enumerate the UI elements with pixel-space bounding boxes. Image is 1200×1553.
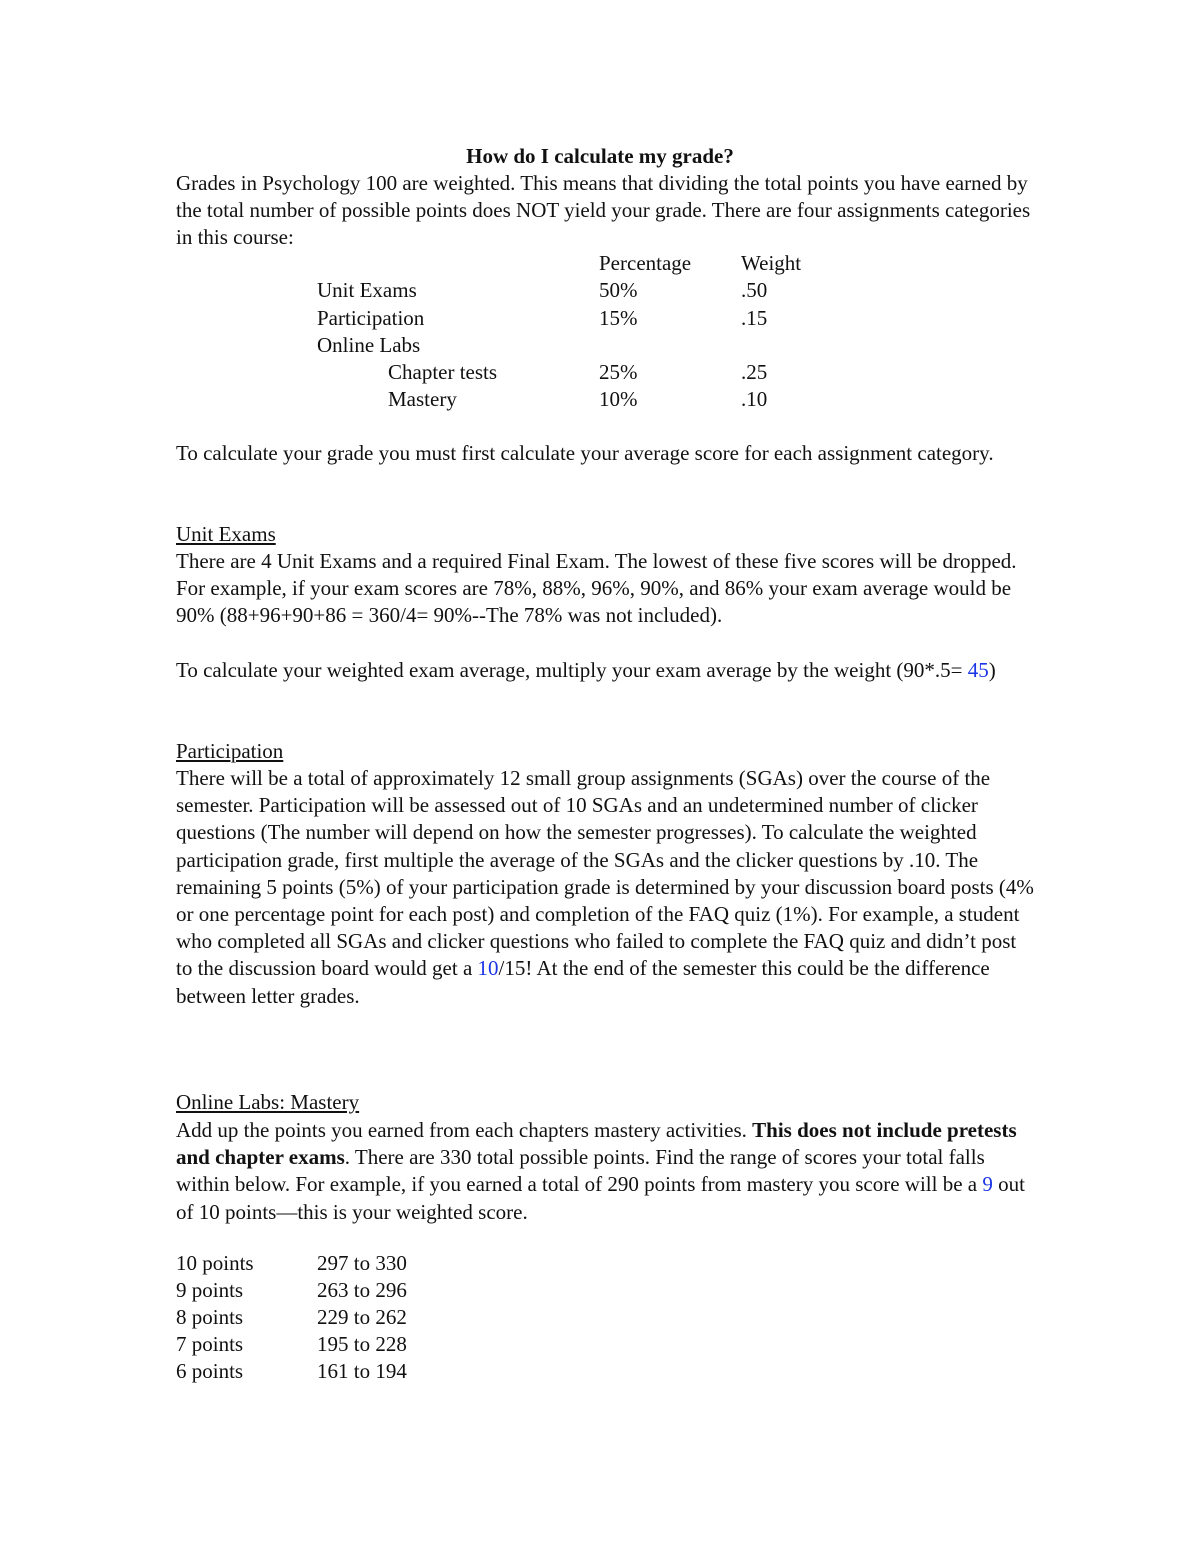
participation-heading: Participation [176,739,284,763]
weights-row-percentage: 15% [599,306,638,330]
points-table [0,1250,1200,1390]
unit-exams-paragraph: There are 4 Unit Exams and a required Final Exam. The lowest of these five scores will be dropped. For example, if your exam scores are 78%, 88%, 96%, 90%, and 86% your exam average would be 90% (88+96+90+86 = 360/4= 90%--The 78% was not included). [176,549,1017,628]
weights-row-percentage: 10% [599,387,638,411]
weights-row-mastery [0,386,768,413]
weights-row-weight: .15 [741,306,768,330]
calc-intro-paragraph: To calculate your grade you must first calculate your average score for each assignment category. [176,441,994,465]
points-label: 9 points [176,1278,244,1302]
mastery-heading: Online Labs: Mastery [176,1090,360,1114]
weights-table-header [0,250,802,277]
mastery-text-end: out of 10 points—this is your weighted score. [176,1172,1025,1224]
weights-row-percentage: 25% [599,360,638,384]
weight-header: Weight [741,251,802,275]
weights-row-label: Participation [317,306,425,330]
weights-row-label: Mastery [388,387,457,411]
weights-row-weight: .10 [741,387,768,411]
weighted-exam-text: To calculate your weighted exam average, multiply your exam average by the weight (90*.5= [176,658,968,682]
points-range: 161 to 194 [317,1359,407,1383]
participation-score-value: 10 [477,956,499,981]
points-label: 8 points [176,1305,244,1329]
points-label: 10 points [176,1251,254,1275]
participation-paragraph [176,765,1036,1010]
mastery-text-mid: . There are 330 total possible points. Find the range of scores your total falls within below. For example, if you earned a total of 290 points from mastery you score will be a [176,1145,985,1197]
percentage-header: Percentage [599,251,692,275]
points-label: 6 points [176,1359,244,1383]
weighted-exam-value: 45 [967,658,989,682]
weights-row-unit-exams [0,277,768,304]
weights-row-chapter-tests [0,359,768,386]
points-range: 229 to 262 [317,1305,407,1329]
weights-row-participation [0,305,768,332]
weights-row-online-labs [0,332,700,359]
points-range: 297 to 330 [317,1251,407,1275]
weights-row-percentage: 50% [599,278,638,302]
weights-table [0,250,1200,420]
participation-text-end: /15! At the end of the semester this could be the difference between letter grades. [176,956,990,1008]
points-label: 7 points [176,1332,244,1356]
points-row [0,1304,700,1331]
weights-row-weight: .50 [741,278,768,302]
weights-row-label: Online Labs [317,333,421,357]
unit-exams-heading: Unit Exams [176,522,276,546]
participation-text: There will be a total of approximately 12 small group assignments (SGAs) over the course of the semester. Participation will be assessed out of 10 SGAs and an undetermined number of clicker questions (The number will depend on how the semester progresses). To calculate the weighted participation grade, first multiple the average of the SGAs and the clicker questions by .10. The remaining 5 points (5%) of your participation grade is determined by your discussion board posts (4% or one percentage point for each post) and completion of the FAQ quiz (1%). For example, a student who completed all SGAs and clicker questions who failed to complete the FAQ quiz and didn’t post to the discussion board would get a [176,766,1034,981]
mastery-text: Add up the points you earned from each chapters mastery activities. [176,1118,753,1142]
mastery-paragraph [176,1117,1036,1226]
page-title: How do I calculate my grade? [466,144,734,168]
weights-row-label: Unit Exams [317,278,417,302]
points-row [0,1277,700,1304]
weighted-exam-close: ) [988,658,996,682]
points-row [0,1250,700,1277]
points-row [0,1358,700,1385]
points-range: 263 to 296 [317,1278,407,1302]
points-range: 195 to 228 [317,1332,407,1356]
mastery-bold-text: This does not include pretests and chapter exams [176,1118,1017,1170]
points-row [0,1331,700,1358]
weights-row-label: Chapter tests [388,360,498,384]
mastery-example-value: 9 [982,1172,993,1197]
weighted-exam-paragraph [176,657,1036,684]
weights-row-weight: .25 [741,360,768,384]
intro-paragraph: Grades in Psychology 100 are weighted. This means that dividing the total points you have earned by the total number of possible points does NOT yield your grade. There are four assignments categories in this course: [176,171,1031,250]
